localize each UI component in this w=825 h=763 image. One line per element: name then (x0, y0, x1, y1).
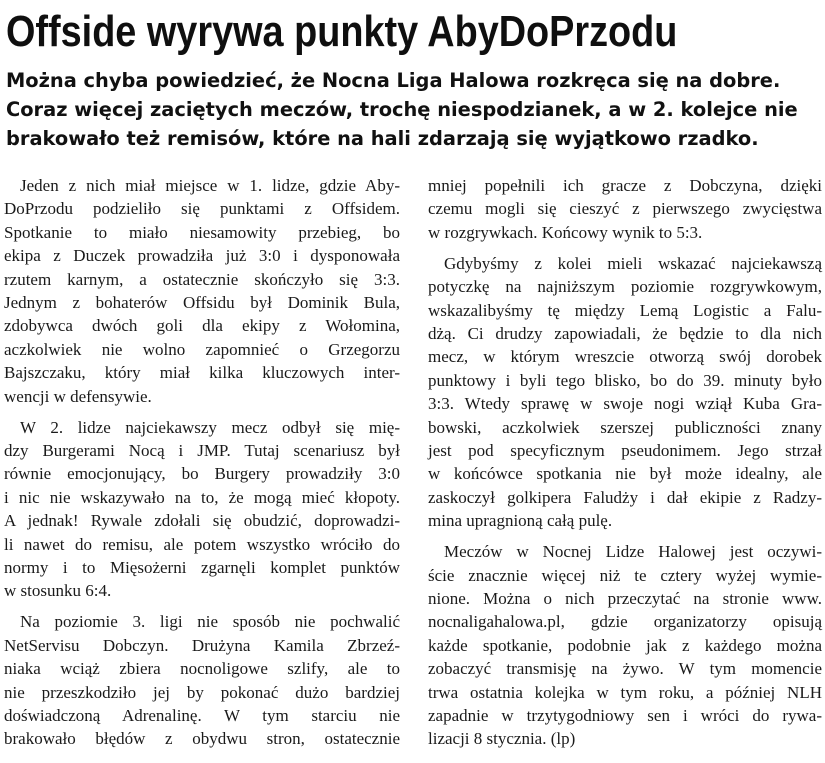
text-line: nie przeszkodziło jej by pokonać dużo bardziej (4, 682, 400, 702)
lead-line: Można chyba powiedzieć, że Nocna Liga Halowa rozkręca się na dobre. (6, 69, 781, 92)
text-line: wencji w defensywie. (4, 386, 152, 406)
text-line: normy i to Mięsożerni zgarnęli komplet punktów (4, 558, 400, 577)
text-line: DoPrzodu podzieliło się punktami z Offsidem. (4, 199, 400, 219)
paragraph-netservis (4, 610, 400, 750)
paragraph-burgery (4, 416, 400, 603)
text-line: mecz, w którym wreszcie otworzą swój dorobek (428, 347, 822, 367)
text-line: li nawet do remisu, ale potem wszystko wróciło do (4, 534, 400, 554)
lead-line: Coraz więcej zaciętych meczów, trochę niespodzianek, a w 2. kolejce nie (6, 98, 798, 121)
text-line: Jednym z bohaterów Offsidu był Dominik Bula, (4, 293, 400, 313)
text-line: W 2. lidze najciekawszy mecz odbył się mię- (20, 417, 400, 437)
text-line: Meczów w Nocnej Lidze Halowej jest oczywi- (444, 542, 822, 562)
paragraph-nlh-summary (428, 540, 822, 751)
article-headline: Offside wyrywa punkty AbyDoPrzodu (6, 7, 678, 56)
text-line: mina upragnioną całą pulę. (428, 511, 613, 531)
paragraph-faludza (428, 252, 822, 533)
text-line: Gdybyśmy z kolei mieli wskazać najciekawszą (444, 253, 822, 273)
text-line: potyczkę na najniższym poziomie rozgrywkowym, (428, 277, 822, 297)
text-line: dzy Burgerami Nocą i JMP. Tutaj scenariusz był (4, 440, 400, 460)
text-line: ście znacznie więcej niż te cztery wyżej wymie- (428, 565, 822, 585)
paragraph-netservis-continued (428, 174, 822, 244)
text-line: A jednak! Rywale zdołali się obudzić, doprowadzi- (4, 511, 400, 531)
text-line: Jeden z nich miał miejsce w 1. lidze, gdzie Aby- (20, 176, 400, 195)
text-line: niaka wciąż zbiera nocnoligowe szlify, ale to (4, 659, 400, 679)
text-line: nocnaligahalowa.pl, gdzie organizatorzy opisują (428, 612, 822, 632)
text-line: i nic nie wskazywało na to, że mogą mieć kłopoty. (4, 487, 400, 507)
text-line: nione. Można o nich przeczytać na stronie www. (428, 588, 822, 608)
lead-line: brakowało też remisów, które na hali zdarzają się wyjątkowo rzadko. (6, 127, 759, 150)
text-line: w rozgrywkach. Końcowy wynik to 5:3. (428, 222, 703, 242)
article-lead (6, 66, 820, 153)
text-line: Bajszczaku, który miał kilka kluczowych inter- (4, 363, 400, 383)
text-line: w końcówce spotkania nie był może idealny, ale (428, 464, 822, 484)
text-line: zdobywca dwóch goli dla ekipy z Wołomina, (4, 316, 400, 336)
text-line: wskazalibyśmy tę między Lemą Logistic a Falu- (428, 300, 822, 320)
text-line: dżą. Ci drudzy zapowiadali, że będzie to dla nich (428, 323, 822, 343)
text-line: każde spotkanie, podobnie jak z każdego można (428, 635, 822, 655)
text-line: zobaczyć transmisję na żywo. W tym momencie (428, 659, 822, 679)
text-line: Na poziomie 3. ligi nie sposób nie pochwalić (20, 612, 400, 632)
text-line: rzutem karnym, a ostatecznie skończyło się 3:3. (4, 269, 400, 289)
text-line: lizacji 8 stycznia. (lp) (428, 729, 576, 749)
text-line: mniej popełnili ich gracze z Dobczyna, dzięki (428, 176, 822, 195)
left-column (4, 174, 400, 758)
text-line: równie emocjonujący, bo Burgery prowadziły 3:0 (4, 464, 400, 484)
text-line: doświadczoną Adrenalinę. W tym starciu nie (4, 705, 400, 725)
text-line: punktowy i byli tego blisko, bo do 39. minuty było (428, 370, 822, 390)
text-line: Spotkanie to miało niesamowity przebieg, bo (4, 222, 400, 242)
right-column (428, 174, 822, 758)
text-line: czemu mogli się cieszyć z pierwszego zwycięstwa (428, 199, 822, 219)
text-line: ekipa z Duczek prowadziła już 3:0 i dysponowała (4, 246, 400, 266)
text-line: w stosunku 6:4. (4, 581, 112, 601)
text-line: bowski, aczkolwiek szerszej publiczności znany (428, 417, 822, 437)
text-line: NetServisu Dobczyn. Drużyna Kamila Zbrzeź- (4, 635, 400, 655)
text-line: brakowało błędów z obydwu stron, ostatecznie (4, 729, 400, 749)
text-line: trwa ostatnia kolejka w tym roku, a później NLH (428, 682, 822, 702)
paragraph-aby-do-przodu (4, 174, 400, 408)
text-line: jest pod specyficznym pseudonimem. Jego strzał (428, 440, 822, 460)
text-line: aczkolwiek nie wolno zapomnieć o Grzegorzu (4, 339, 400, 359)
text-line: zapadnie w trzytygodniowy sen i wróci do rywa- (428, 705, 822, 725)
text-line: zaskoczył golkipera Faludży i dał ekipie z Radzy- (428, 487, 822, 507)
text-line: 3:3. Wtedy sprawę w swoje nogi wziął Kuba Gra- (428, 394, 822, 414)
